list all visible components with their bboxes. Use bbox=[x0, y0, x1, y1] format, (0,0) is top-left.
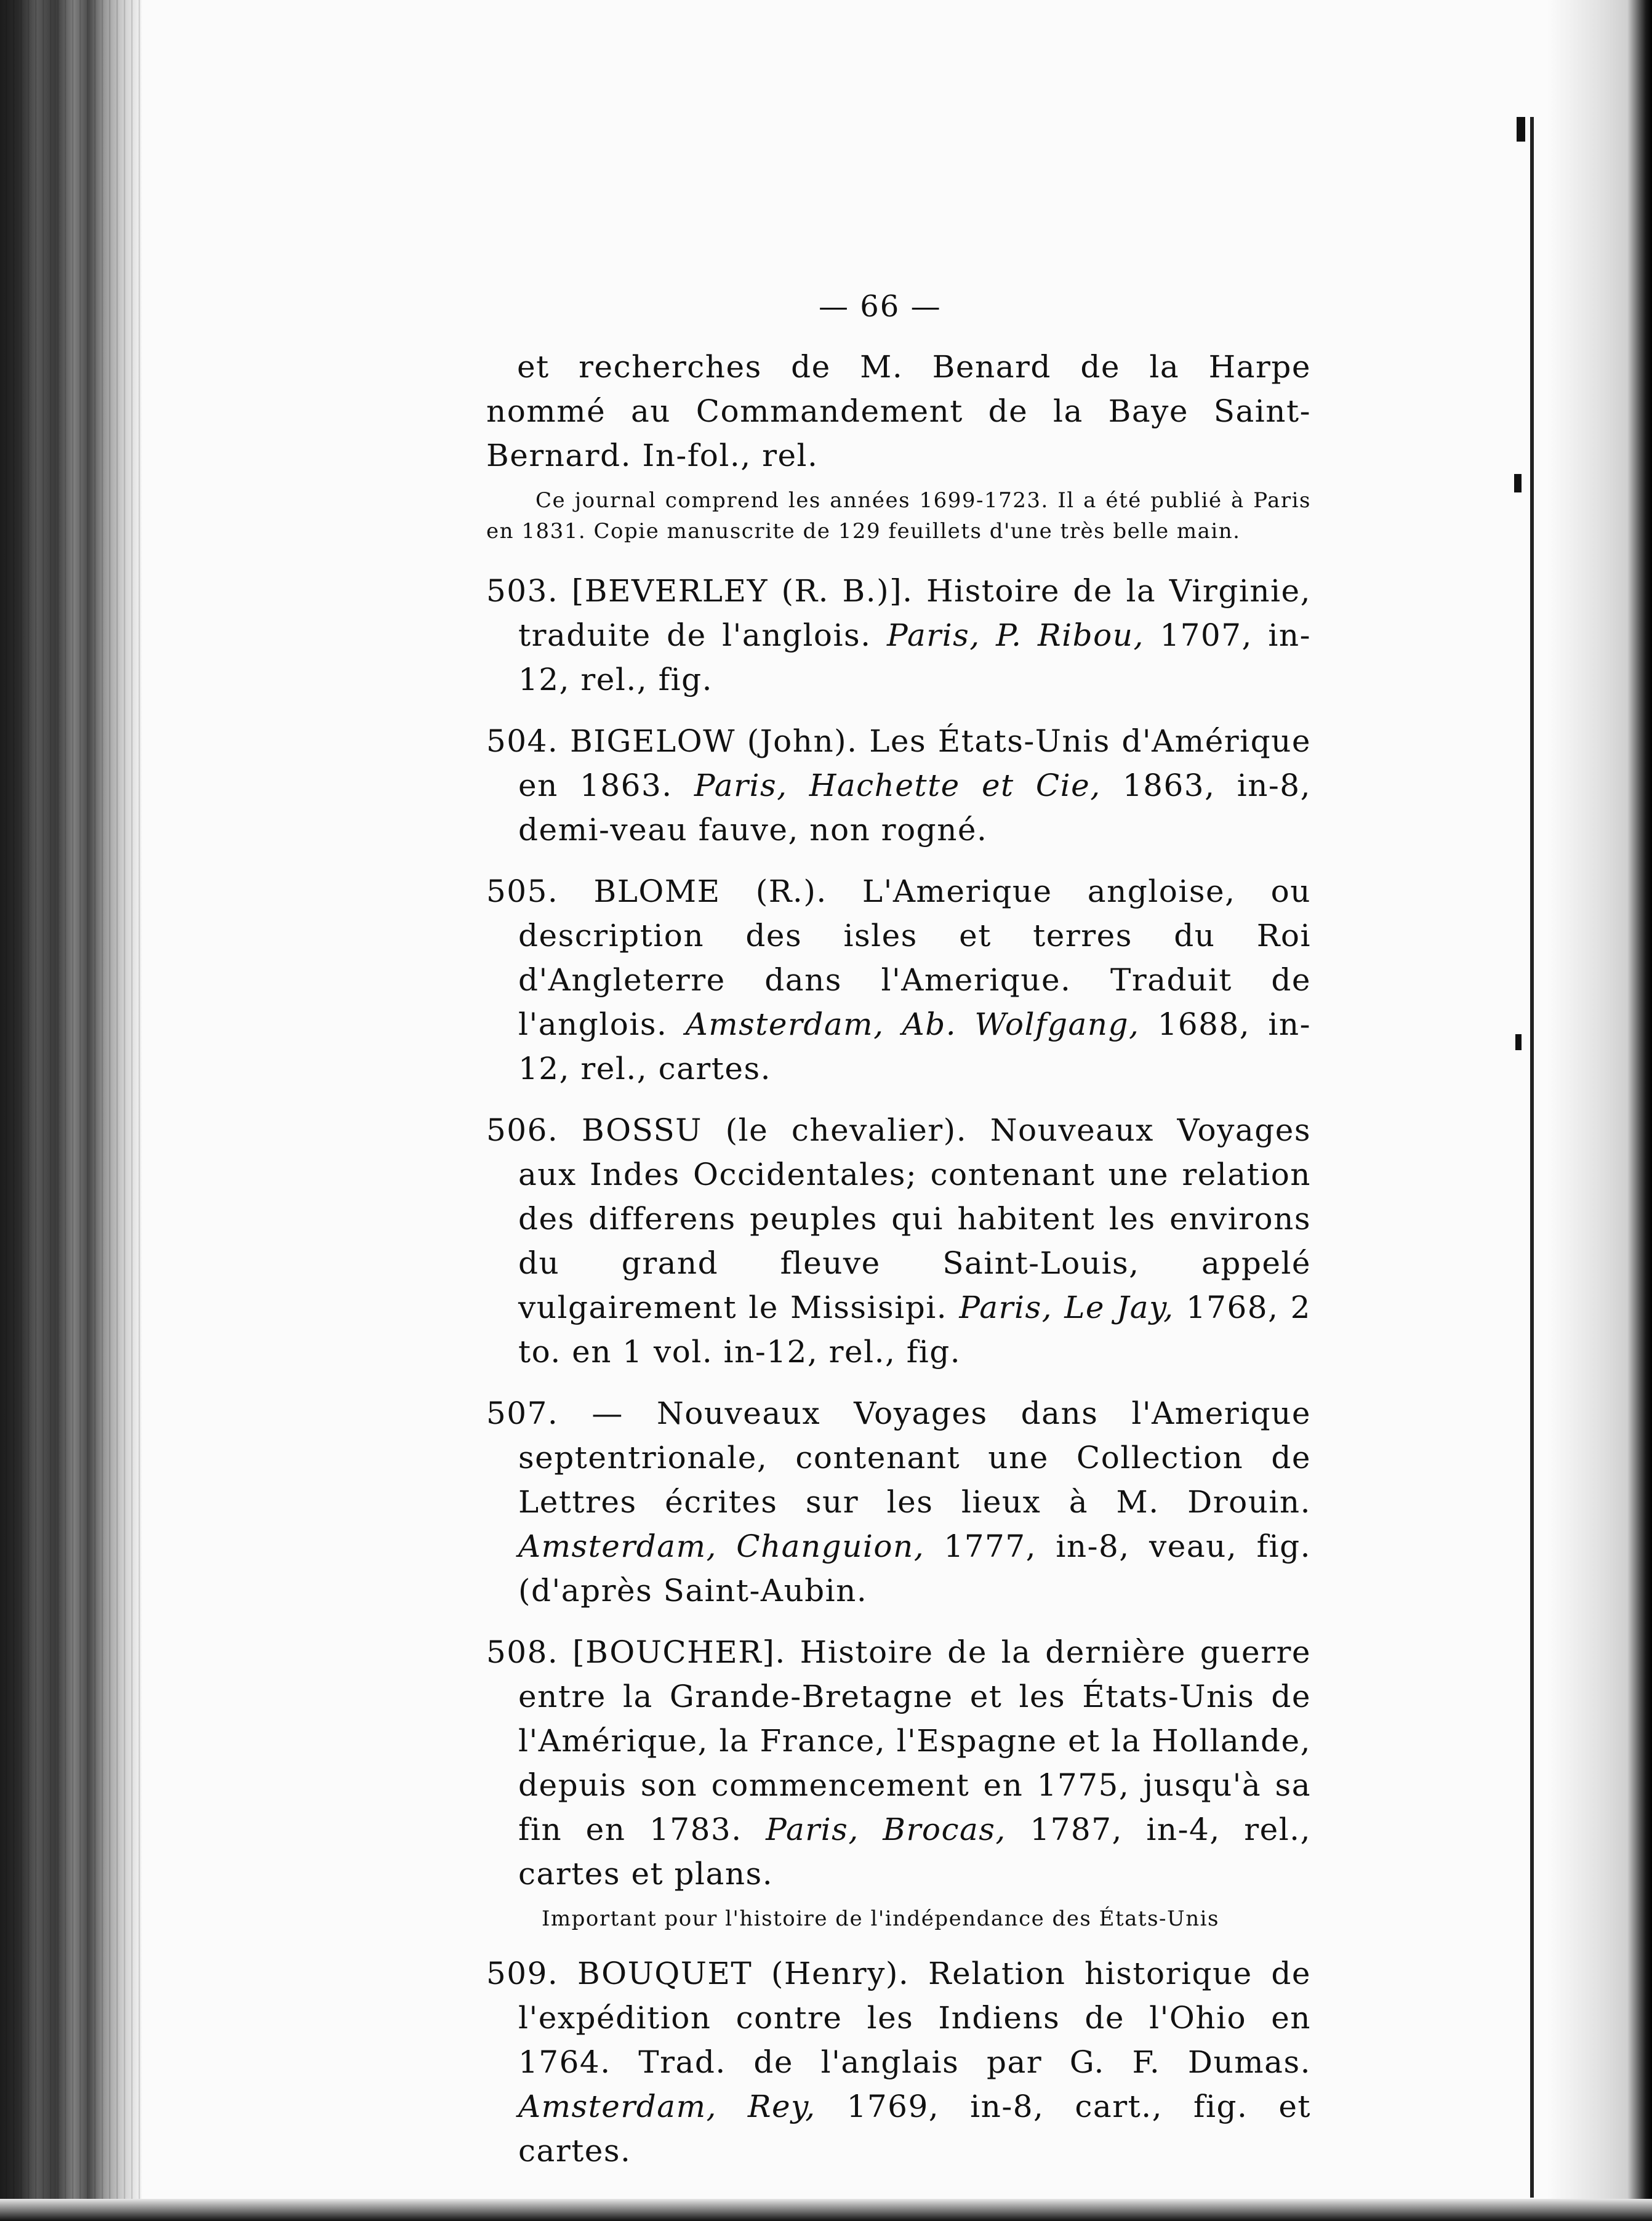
entry-title: Nouveaux Voyages aux Indes Occidentales; contenant une relation des differens peuples qui habitent les environs du grand fleuve Saint-Louis, appelé vulgairement le Missisipi. bbox=[518, 1112, 1311, 1325]
entry-number: 509. bbox=[486, 1956, 559, 1991]
entry-title: Relation historique de l'expédition contre les Indiens de l'Ohio en 1764. Trad. de l'anglais par G. F. Dumas. bbox=[518, 1956, 1311, 2080]
entry-number: 505. bbox=[486, 874, 559, 909]
entry-title: Nouveaux Voyages dans l'Amerique septentrionale, contenant une Collection de Lettres écrites sur les lieux à M. Drouin. bbox=[518, 1396, 1311, 1520]
entry-506 bbox=[486, 1108, 1311, 1374]
entry-details: 1863, in-8, demi-veau fauve, non rogné. bbox=[518, 768, 1311, 848]
entry-503 bbox=[486, 569, 1311, 702]
entry-text bbox=[486, 1951, 1311, 2173]
edge-mark bbox=[1515, 1034, 1522, 1050]
entry-number: 507. bbox=[486, 1396, 559, 1431]
entry-imprint: Amsterdam, Ab. Wolfgang, bbox=[685, 1006, 1140, 1042]
entry-author: [BOUCHER]. bbox=[572, 1634, 786, 1670]
entry-author: BIGELOW (John). bbox=[569, 723, 858, 759]
edge-mark bbox=[1514, 474, 1522, 492]
entry-details: 1769, in-8, cart., fig. et cartes. bbox=[518, 2089, 1312, 2169]
entry-title: Les États-Unis d'Amérique en 1863. bbox=[518, 723, 1311, 803]
entry-details: 1707, in-12, rel., fig. bbox=[518, 617, 1311, 697]
entry-author: — bbox=[591, 1396, 624, 1431]
entry-text bbox=[486, 1630, 1311, 1896]
bottom-page-edge bbox=[0, 2199, 1652, 2221]
entry-text bbox=[486, 1108, 1311, 1374]
entry-509 bbox=[486, 1951, 1311, 2173]
entry-number: 506. bbox=[486, 1112, 559, 1148]
entry-text bbox=[486, 1391, 1311, 1613]
entry-text bbox=[486, 569, 1311, 702]
edge-mark bbox=[1517, 117, 1525, 142]
entry-details: 1787, in-4, rel., cartes et plans. bbox=[518, 1812, 1311, 1892]
entry-details: 1768, 2 to. en 1 vol. in-12, rel., fig. bbox=[518, 1290, 1311, 1370]
entry-text bbox=[486, 719, 1311, 852]
entry-number: 508. bbox=[486, 1634, 559, 1670]
entry-author: BOUQUET (Henry). bbox=[577, 1956, 910, 1991]
entry-504 bbox=[486, 719, 1311, 852]
entry-imprint: Paris, P. Ribou, bbox=[887, 617, 1144, 653]
entry-details: 1688, in-12, rel., cartes. bbox=[518, 1006, 1311, 1086]
right-page-edge bbox=[1547, 0, 1652, 2221]
entry-imprint: Amsterdam, Rey, bbox=[518, 2089, 816, 2124]
continuation-text: et recherches de M. Benard de la Harpe nommé au Commandement de la Baye Saint-Bernard. In-fol., rel. bbox=[486, 349, 1311, 473]
continuation-entry bbox=[486, 345, 1311, 547]
entry-title: Histoire de la Virginie, traduite de l'anglois. bbox=[518, 573, 1312, 653]
entry-text bbox=[486, 869, 1311, 1091]
entry-507 bbox=[486, 1391, 1311, 1613]
entry-note: Important pour l'histoire de l'indépendance des États-Unis bbox=[542, 1906, 1219, 1931]
entry-details: 1777, in-8, veau, fig. (d'après Saint-Aubin. bbox=[518, 1528, 1311, 1609]
entry-imprint: Paris, Hachette et Cie, bbox=[694, 768, 1101, 803]
entry-imprint: Amsterdam, Changuion, bbox=[518, 1528, 925, 1564]
entry-author: BLOME (R.). bbox=[593, 874, 827, 909]
text-block bbox=[486, 345, 1311, 2173]
entry-number: 503. bbox=[486, 573, 559, 609]
gutter-page-edges bbox=[0, 0, 142, 2221]
entry-505 bbox=[486, 869, 1311, 1091]
entry-title: L'Amerique angloise, ou description des isles et terres du Roi d'Angleterre dans l'Amerique. Traduit de l'anglois. bbox=[518, 874, 1311, 1042]
entry-imprint: Paris, Le Jay, bbox=[959, 1290, 1174, 1325]
entry-title: Histoire de la dernière guerre entre la Grande-Bretagne et les États-Unis de l'Amérique, la France, l'Espagne et la Hollande, depuis son commencement en 1775, jusqu'à sa fin en 1783. bbox=[518, 1634, 1311, 1847]
right-edge-line bbox=[1530, 117, 1534, 2198]
page-number: — 66 — bbox=[819, 289, 942, 324]
entry-number: 504. bbox=[486, 723, 559, 759]
entry-author: BOSSU (le chevalier). bbox=[582, 1112, 968, 1148]
entry-author: [BEVERLEY (R. B.)]. bbox=[571, 573, 913, 609]
entry-imprint: Paris, Brocas, bbox=[766, 1812, 1006, 1847]
entry-508 bbox=[486, 1630, 1311, 1934]
continuation-note: Ce journal comprend les années 1699-1723. Il a été publié à Paris en 1831. Copie manuscrite de 129 feuillets d'une très belle main. bbox=[486, 488, 1311, 544]
